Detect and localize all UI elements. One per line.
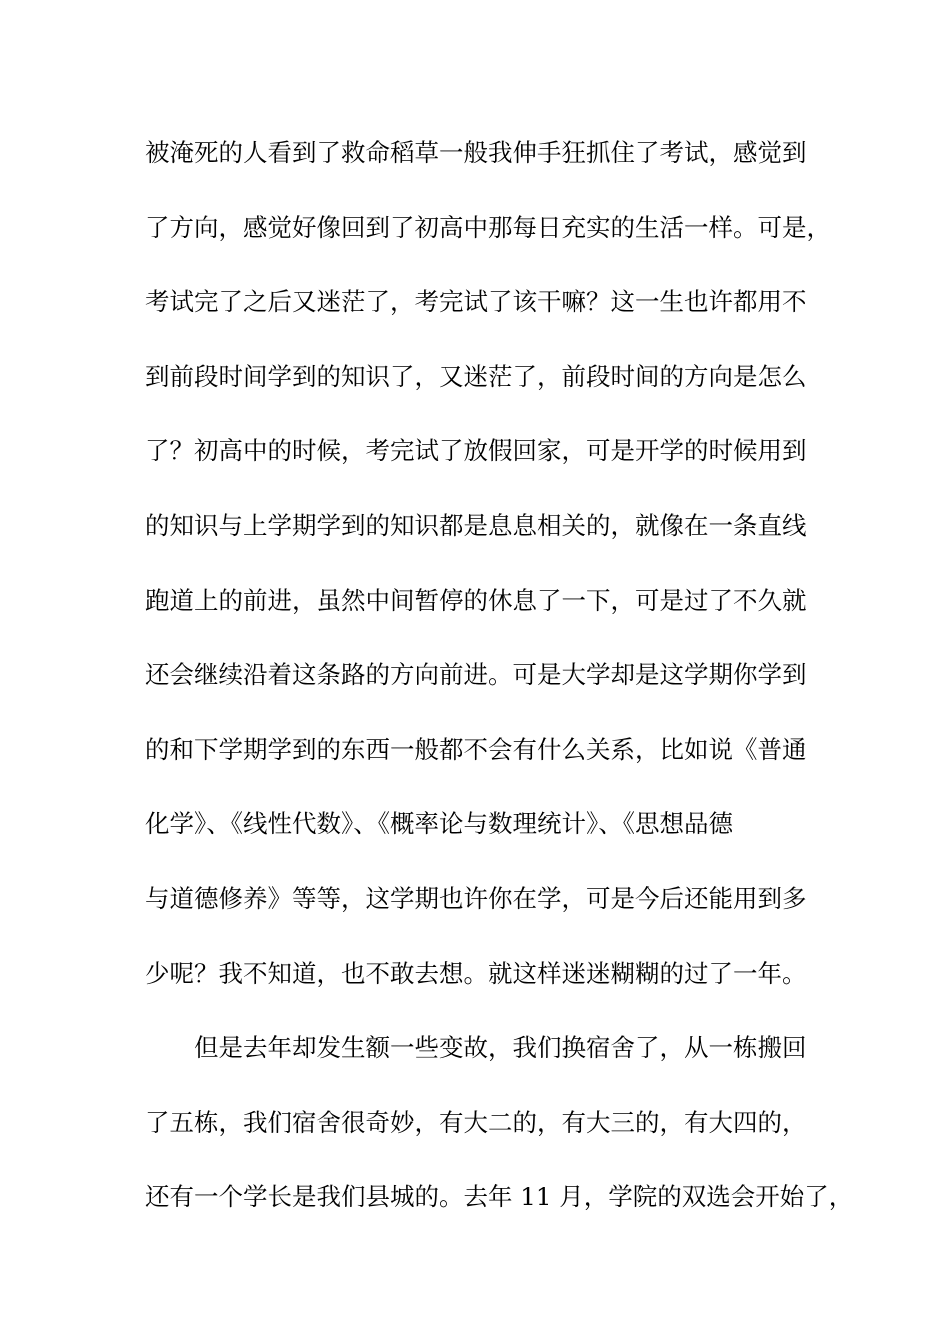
text-line: 还会继续沿着这条路的方向前进。可是大学却是这学期你学到 — [145, 660, 807, 690]
text-line: 少呢？我不知道，也不敢去想。就这样迷迷糊糊的过了一年。 — [145, 958, 807, 988]
text-line: 跑道上的前进，虽然中间暂停的休息了一下，可是过了不久就 — [145, 585, 807, 615]
text-line: 化学》、《线性代数》、《概率论与数理统计》、《思想品德 — [145, 809, 733, 839]
text-line: 的和下学期学到的东西一般都不会有什么关系，比如说《普通 — [145, 734, 807, 764]
text-line: 考试完了之后又迷茫了，考完试了该干嘛？这一生也许都用不 — [145, 287, 807, 317]
text-line: 到前段时间学到的知识了，又迷茫了，前段时间的方向是怎么 — [145, 361, 807, 391]
text-line: 被淹死的人看到了救命稻草一般我伸手狂抓住了考试，感觉到 — [145, 138, 807, 167]
text-line: 与道德修养》等等，这学期也许你在学，可是今后还能用到多 — [145, 883, 807, 913]
text-line: 的知识与上学期学到的知识都是息息相关的，就像在一条直线 — [145, 510, 807, 540]
paragraph-start-line: 但是去年却发生额一些变故，我们换宿舍了，从一栋搬回 — [194, 1033, 807, 1063]
text-line: 了？初高中的时候，考完试了放假回家，可是开学的时候用到 — [145, 436, 807, 466]
text-line: 了方向，感觉好像回到了初高中那每日充实的生活一样。可是， — [145, 212, 831, 242]
text-line: 了五栋，我们宿舍很奇妙，有大二的，有大三的，有大四的， — [145, 1107, 807, 1137]
text-line: 还有一个学长是我们县城的。去年 11 月，学院的双选会开始了， — [145, 1182, 854, 1212]
body-text — [145, 127, 854, 1246]
